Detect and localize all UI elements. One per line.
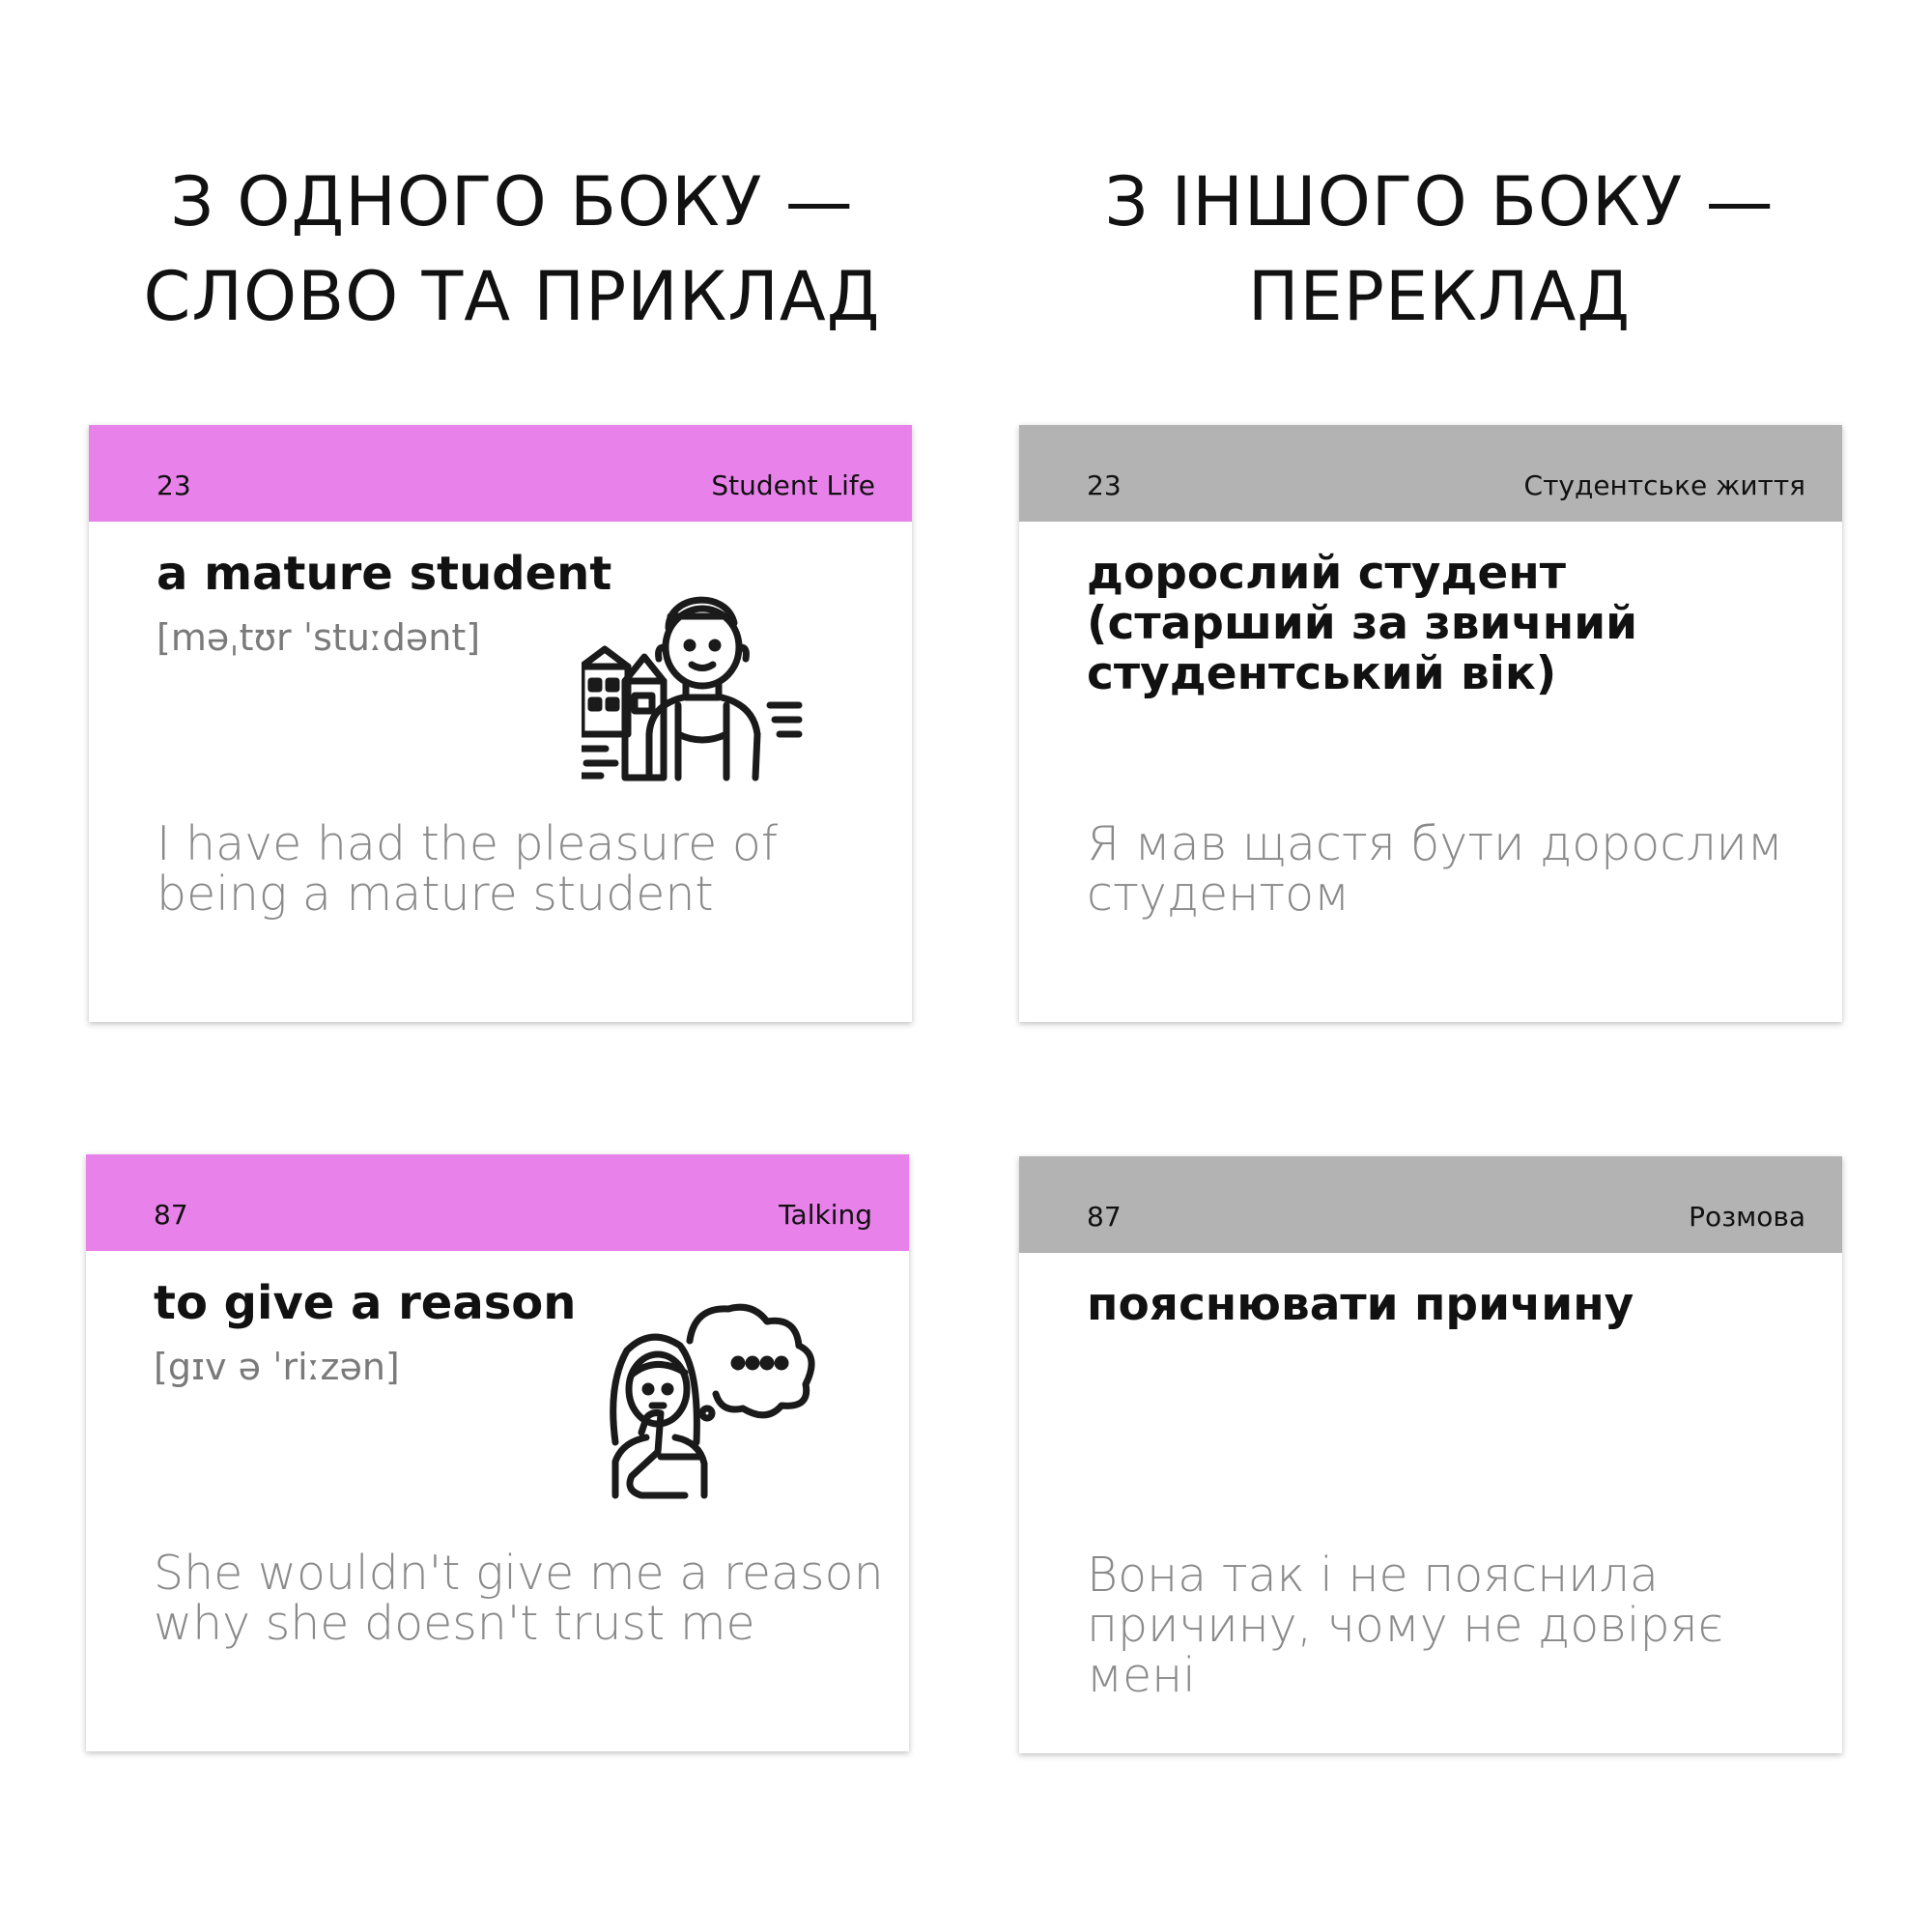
card-example-translation: Я мав щастя бути дорослим студентом [1087, 816, 1783, 922]
heading-back-line-1: З ІНШОГО БОКУ — [1104, 162, 1775, 242]
card-translation: дорослий студент (старший за звичний студентський вік) [1087, 547, 1638, 700]
card-category: Talking [779, 1199, 872, 1231]
card-word: a mature student [156, 547, 612, 601]
card-example: I have had the pleasure of being a mature student [156, 816, 779, 922]
card-number: 87 [154, 1199, 188, 1231]
heading-front-side [87, 155, 937, 344]
heading-front-line-1: З ОДНОГО БОКУ — [170, 162, 854, 242]
card-translation: пояснювати причину [1087, 1278, 1634, 1331]
thinking-woman-icon [608, 1297, 820, 1500]
card-category: Розмова [1689, 1201, 1805, 1233]
card-category: Student Life [711, 469, 875, 501]
card-header [89, 425, 912, 522]
card-header [1019, 425, 1842, 522]
student-backpack-icon [582, 570, 804, 782]
card-category: Студентське життя [1523, 469, 1805, 501]
flashcard-front-23 [89, 425, 912, 1022]
card-header [86, 1154, 909, 1251]
flashcard-back-87 [1019, 1156, 1842, 1753]
card-example: She wouldn't give me a reason why she doesn't trust me [154, 1546, 884, 1651]
heading-back-side [1014, 155, 1864, 344]
card-phonetic: [məˌtʊr ˈstuːdənt] [156, 616, 481, 659]
flashcard-front-87 [86, 1154, 909, 1751]
heading-back-line-2: ПЕРЕКЛАД [1247, 257, 1632, 336]
card-number: 23 [156, 469, 191, 501]
heading-front-line-2: СЛОВО ТА ПРИКЛАД [143, 257, 881, 336]
card-word: to give a reason [154, 1276, 577, 1330]
card-example-translation: Вона так і не пояснила причину, чому не довіряє мені [1087, 1548, 1724, 1703]
flashcard-back-23 [1019, 425, 1842, 1022]
card-header [1019, 1156, 1842, 1253]
card-phonetic: [gɪv ə ˈriːzən] [154, 1346, 400, 1388]
card-number: 87 [1087, 1201, 1122, 1233]
card-number: 23 [1087, 469, 1122, 501]
